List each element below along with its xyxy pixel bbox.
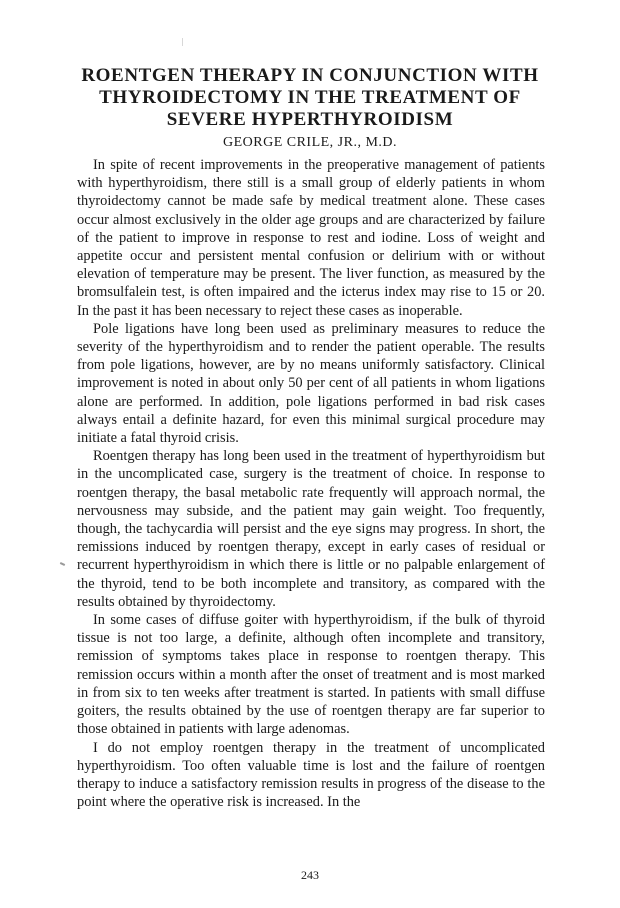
paragraph: Roentgen therapy has long been used in the treatment of hyperthyroidism but in the uncomplicated case, surgery is the treatment of choice. In response to roentgen therapy, the basal metabolic rate frequently will approach normal, the nervousness may subside, and the patient may gain weight. Too frequently, though, the tachycardia will persist and the eye signs may progress. In short, the remissions induced by roentgen therapy, except in early cases of residual or recurrent hyperthyroidism in which there is little or no palpable enlargement of the thyroid, tend to be both incomplete and transitory, as compared with the results obtained by thyroidectomy.	[77, 448, 545, 610]
author-byline: GEORGE CRILE, JR., M.D.	[222, 135, 398, 150]
title-line: SEVERE HYPERTHYROIDISM	[166, 109, 454, 130]
paragraph: I do not employ roentgen therapy in the treatment of uncomplicated hyperthyroidism. Too often valuable time is lost and the failure of roentgen therapy to induce a satisfactory remission results in progress of the disease to the point where the operative risk is increased. In the	[77, 739, 545, 811]
title-line: ROENTGEN THERAPY IN CONJUNCTION WITH	[81, 65, 539, 86]
paragraph: In spite of recent improvements in the preoperative management of patients with hyperthyroidism, there still is a small group of elderly patients in whom thyroidectomy cannot be made safe by medical treatment alone. These cases occur almost exclusively in the older age groups and are characterized by failure of the patient to improve in response to rest and iodine. Loss of weight and appetite occur and persistent mental confusion or delirium with or without elevation of temperature may be present. The liver function, as measured by the bromsulfalein test, is often impaired and the icterus index may rise to 15 or 20. In the past it has been necessary to reject these cases as inoperable.	[77, 157, 545, 319]
scan-speck	[60, 562, 65, 566]
page-number: 243	[301, 868, 319, 882]
paragraph: Pole ligations have long been used as preliminary measures to reduce the severity of the hyperthyroidism and to render the patient operable. The results from pole ligations, however, are by no means uniformly satisfactory. Clinical improvement is noted in about only 50 per cent of all patients in whom ligations alone are performed. In addition, pole ligations performed in bad risk cases always entail a definite hazard, for even this minimal surgical procedure may initiate a fatal thyroid crisis.	[77, 320, 545, 447]
scan-speck	[182, 38, 183, 46]
title-line: THYROIDECTOMY IN THE TREATMENT OF	[99, 87, 521, 108]
article-title	[60, 65, 560, 131]
article-body	[77, 156, 545, 811]
paragraph: In some cases of diffuse goiter with hyperthyroidism, if the bulk of thyroid tissue is not too large, a definite, although often incomplete and transitory, remission of symptoms takes place in response to roentgen therapy. This remission occurs within a month after the onset of treatment and is most marked in from six to ten weeks after treatment is started. In patients with small diffuse goiters, the results obtained by the use of roentgen therapy are far superior to those obtained in patients with large adenomas.	[77, 612, 545, 738]
